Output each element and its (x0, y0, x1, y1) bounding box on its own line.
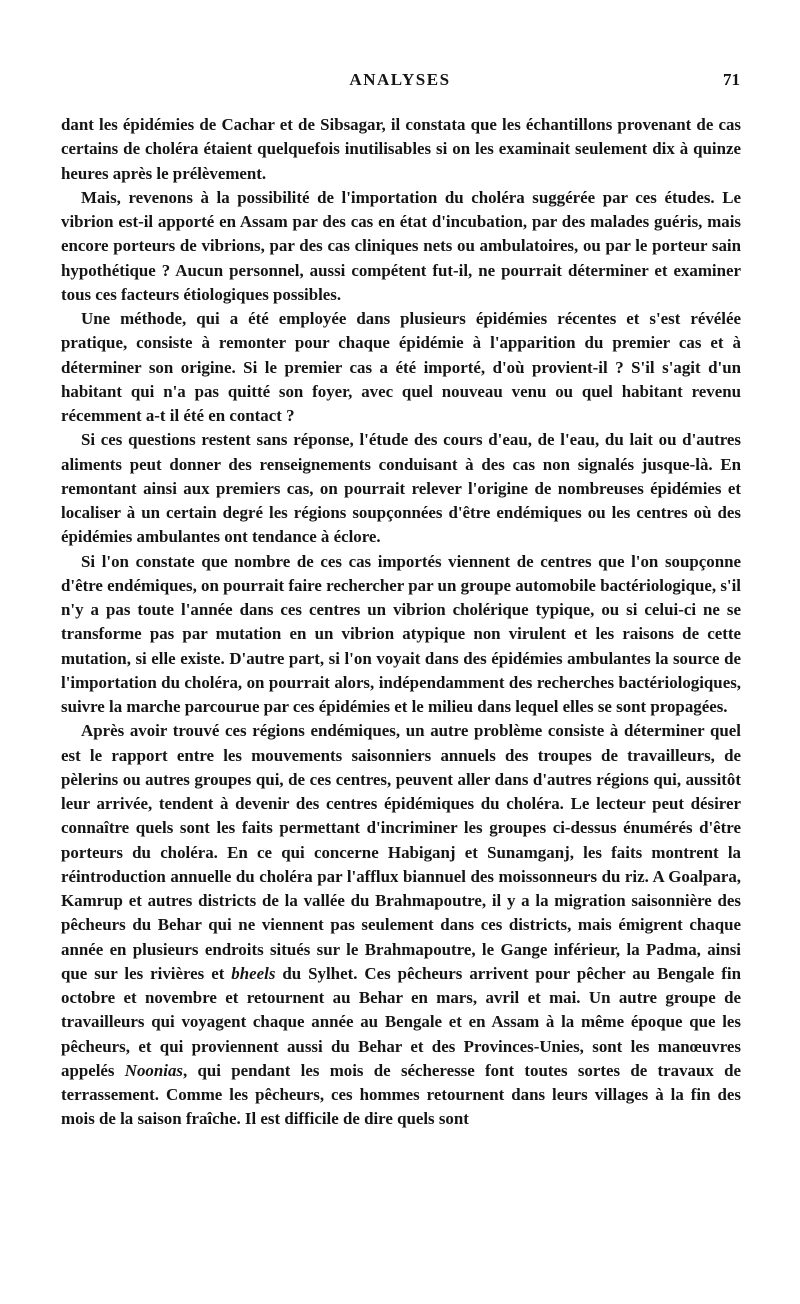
paragraph: Si ces questions restent sans réponse, l'étude des cours d'eau, de l'eau, du lait ou d'autres aliments peut donner des renseignements conduisant à des cas non signalés jusque-là. En remontant ainsi aux premiers cas, on pourrait relever l'origine de nombreuses épidémies et localiser à un certain degré les régions soupçonnées d'être endémiques ou les centres où des épidémies ambulantes ont tendance à éclore. (61, 430, 741, 547)
paragraph: Une méthode, qui a été employée dans plusieurs épidémies récentes et s'est révélée pratique, consiste à remonter pour chaque épidémie à l'apparition du premier cas et à déterminer son origine. Si le premier cas a été importé, d'où provient-il ? S'il s'agit d'un habitant qui n'a pas quitté son foyer, avec quel nouveau venu ou quel habitant revenu récemment a-t il été en contact ? (61, 309, 741, 425)
paragraph: Mais, revenons à la possibilité de l'importation du choléra suggérée par ces études. Le vibrion est-il apporté en Assam par des cas en état d'incubation, par des malades guéris, mais encore porteurs de vibrions, par des cas cliniques nets ou ambulatoires, ou par le porteur sain hypothétique ? Aucun personnel, aussi compétent fut-il, ne pourrait déterminer et examiner tous ces facteurs étiologiques possibles. (61, 187, 741, 304)
text-run: , qui pendant les mois de sécheresse font toutes sortes de travaux de terrassement. Comme les pêcheurs, ces hommes retournent dans leurs villages à la fin des mois de la saison fraîche. Il est difficile de dire quels sont (61, 1060, 741, 1129)
body-text (61, 113, 741, 1132)
page-number: 71 (723, 70, 740, 89)
text-run: du Sylhet. Ces pêcheurs arrivent pour pêcher au Bengale fin octobre et novembre et retournent au Behar en mars, avril et mai. Un autre groupe de travailleurs qui voyagent chaque année au Bengale et en Assam à la même époque que les pêcheurs, et qui proviennent aussi du Behar et des Provinces-Unies, sont les manœuvres appelés (61, 963, 741, 1080)
paragraph-continuation: dant les épidémies de Cachar et de Sibsagar, il constata que les échantillons provenant de cas certains de choléra étaient quelquefois inutilisables si on les examinait seulement dix à quinze heures après le prélèvement. (61, 115, 741, 183)
italic-term: Noonias (124, 1060, 183, 1080)
text-run: Après avoir trouvé ces régions endémiques, un autre problème consiste à déterminer quel est le rapport entre les mouvements saisonniers annuels des troupes de travailleurs, de pèlerins ou autres groupes qui, de ces centres, peuvent aller dans d'autres régions qui, aussitôt leur arrivée, tendent à devenir des centres épidémiques du choléra. Le lecteur peut désirer connaître quels sont les faits permettant d'incriminer les groupes ci-dessus énumérés d'être porteurs du choléra. En ce qui concerne Habiganj et Sunamganj, les faits montrent la réintroduction annuelle du choléra par l'afflux biannuel des moissonneurs du riz. A Goalpara, Kamrup et autres districts de la vallée du Brahmapoutre, il y a la migration saisonnière des pêcheurs du Behar qui ne viennent pas seulement dans ces districts, mais émigrent chaque année en plusieurs endroits situés sur le Brahmapoutre, le Gange inférieur, la Padma, ainsi que sur les rivières et (61, 721, 741, 983)
page-header (60, 70, 740, 94)
running-head: ANALYSES (349, 70, 451, 89)
italic-term: bheels (231, 963, 276, 983)
paragraph: Si l'on constate que nombre de ces cas importés viennent de centres que l'on soupçonne d'être endémiques, on pourrait faire rechercher par un groupe automobile bactériologique, s'il n'y a pas toute l'année dans ces centres un vibrion cholérique typique, ou si celui-ci ne se transforme pas par mutation en un vibrion atypique non virulent et les raisons de cette mutation, si elle existe. D'autre part, si l'on voyait dans des épidémies ambulantes la source de l'importation du choléra, on pourrait alors, indépendamment des recherches bactériologiques, suivre la marche parcourue par ces épidémies et le milieu dans lequel elles se sont propagées. (61, 551, 741, 716)
paragraph (61, 719, 741, 1131)
